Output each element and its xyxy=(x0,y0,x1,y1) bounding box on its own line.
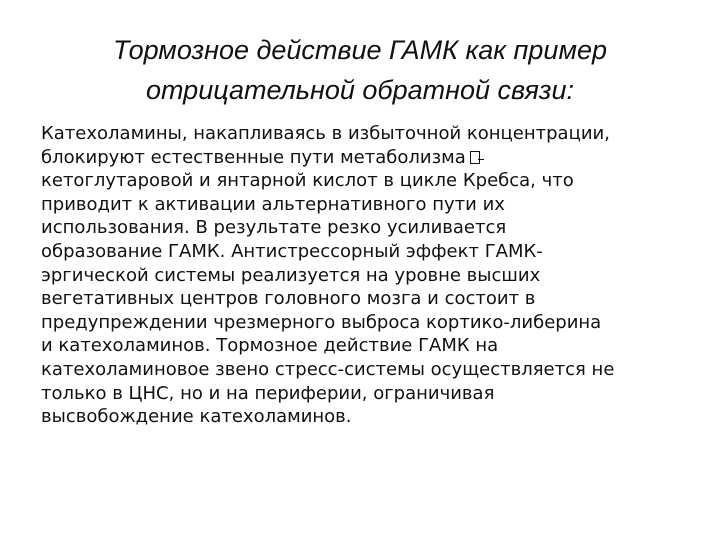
title-line: Тормозное действие ГАМК как пример xyxy=(112,35,607,65)
body-line: эргической системы реализуется на уровне высших xyxy=(41,264,541,286)
body-line: предупреждении чрезмерного выброса кортико-либерина xyxy=(41,311,602,333)
body-line: высвобождение катехоламинов. xyxy=(41,406,352,428)
body-line: только в ЦНС, но и на периферии, ограничивая xyxy=(41,382,495,404)
body-line: приводит к активации альтернативного пути их xyxy=(41,193,505,215)
body-line: образование ГАМК. Антистрессорный эффект ГАМК- xyxy=(41,240,543,262)
body-line: и катехоламинов. Тормозное действие ГАМК на xyxy=(41,335,499,357)
body-line-text: блокируют естественные пути метаболизма xyxy=(41,146,466,168)
body-line: кетоглутаровой и янтарной кислот в цикле Кребса, что xyxy=(41,170,574,192)
slide-body-text xyxy=(41,122,691,429)
body-line: вегетативных центров головного мозга и состоит в xyxy=(41,288,536,310)
body-line: катехоламиновое звено стресс-системы осуществляется не xyxy=(41,358,615,380)
body-line: использования. В результате резко усиливается xyxy=(41,217,507,239)
body-line: Катехоламины, накапливаясь в избыточной концентрации, xyxy=(41,123,610,144)
title-line: отрицательной обратной связи: xyxy=(145,75,575,105)
missing-glyph-icon xyxy=(470,151,480,164)
slide-title xyxy=(40,30,680,110)
body-line-with-glyph xyxy=(41,146,691,170)
